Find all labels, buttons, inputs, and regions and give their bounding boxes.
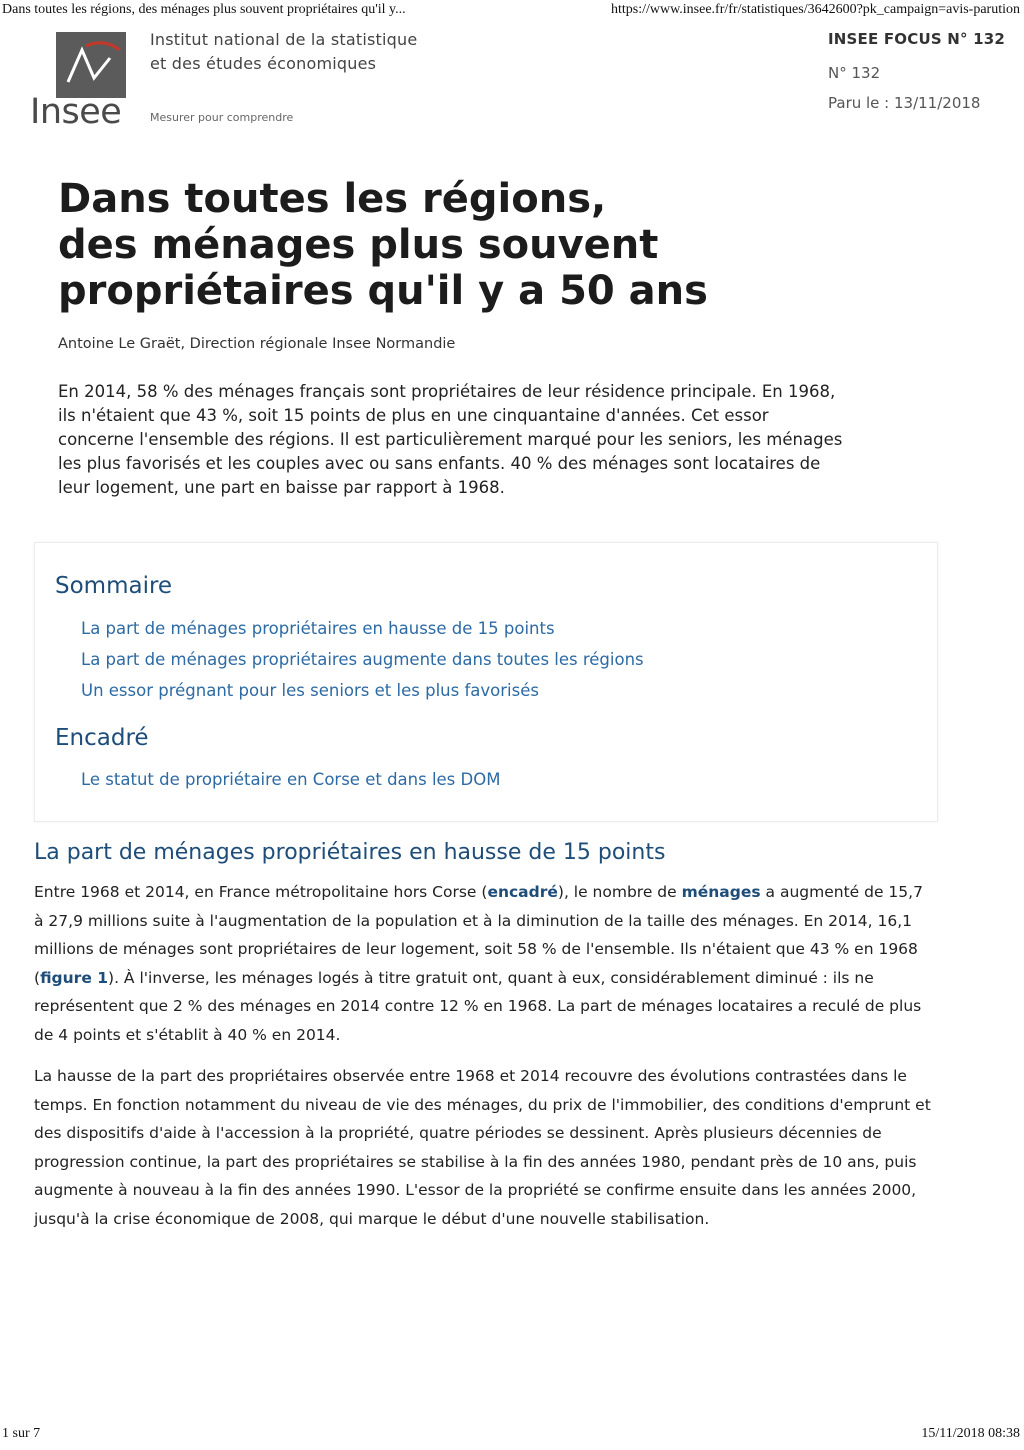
institute-line-2: et des études économiques (150, 54, 377, 73)
encadre-heading: Encadré (55, 725, 149, 751)
print-page-count: 1 sur 7 (2, 1426, 41, 1441)
insee-logo-icon (56, 32, 126, 98)
publication-date: Paru le : 13/11/2018 (828, 94, 981, 112)
summary-link-2[interactable]: La part de ménages propriétaires augmente dans toutes les régions (81, 650, 644, 669)
summary-link-1[interactable]: La part de ménages propriétaires en hausse de 15 points (81, 619, 555, 638)
encadre-inline-link[interactable]: encadré (487, 883, 558, 901)
title-line-2: des ménages plus souvent (58, 222, 659, 268)
section-title: La part de ménages propriétaires en hausse de 15 points (34, 840, 666, 865)
print-datetime: 15/11/2018 08:38 (921, 1426, 1020, 1441)
summary-link-3[interactable]: Un essor prégnant pour les seniors et les plus favorisés (81, 681, 539, 700)
paragraph-1-text-c: a augmenté de 15,7 à 27,9 millions suite à l'augmentation de la population et à la diminution de la taille des ménages. En 2014, 16,1 millions de ménages sont propriétaires de leur logement, soit 58 % de l'ensemble. Ils n'étaient que 43 % en 1968 ( (34, 883, 923, 987)
publication-series: INSEE FOCUS N° 132 (828, 30, 1006, 48)
publication-info (828, 30, 1018, 112)
print-page-title: Dans toutes les régions, des ménages plus souvent propriétaires qu'il y... (2, 2, 406, 17)
lead-paragraph: En 2014, 58 % des ménages français sont propriétaires de leur résidence principale. En 1968, ils n'étaient que 43 %, soit 15 points de plus en une cinquantaine d'années. Cet essor concerne l'ensemble des régions. Il est particulièrement marqué pour les seniors, les ménages les plus favorisés et les couples avec ou sans enfants. 40 % des ménages sont locataires de leur logement, une part en baisse par rapport à 1968. (58, 382, 843, 497)
paragraph-1 (34, 878, 934, 1049)
title-line-1: Dans toutes les régions, (58, 176, 607, 222)
menages-inline-link[interactable]: ménages (681, 883, 761, 901)
summary-box (34, 542, 938, 822)
summary-heading: Sommaire (55, 573, 173, 599)
print-url[interactable]: https://www.insee.fr/fr/statistiques/3642600?pk_campaign=avis-parution (610, 2, 1020, 17)
tagline: Mesurer pour comprendre (150, 111, 294, 124)
paragraph-1-text-d: ). À l'inverse, les ménages logés à titre gratuit ont, quant à eux, considérablement diminué : ils ne représentent que 2 % des ménages en 2014 contre 12 % en 1968. La part de ménages locataires a reculé de plus de 4 points et s'établit à 40 % en 2014. (34, 968, 922, 1044)
title-line-3: propriétaires qu'il y a 50 ans (58, 268, 708, 314)
paragraph-1-text-b: ), le nombre de (557, 883, 682, 901)
print-footer (0, 1426, 1024, 1446)
institute-line-1: Institut national de la statistique (150, 30, 418, 49)
paragraph-2: La hausse de la part des propriétaires observée entre 1968 et 2014 recouvre des évolutions contrastées dans le temps. En fonction notamment du niveau de vie des ménages, du prix de l'immobilier, des conditions d'emprunt et des dispositifs d'aide à l'accession à la propriété, quatre périodes se dessinent. Après plusieurs décennies de progression continue, la part des propriétaires se stabilise à la fin des années 1980, pendant près de 10 ans, puis augmente à nouveau à la fin des années 1990. L'essor de la propriété se confirme ensuite dans les années 2000, jusqu'à la crise économique de 2008, qui marque le début d'une nouvelle stabilisation. (34, 1067, 931, 1228)
insee-logo[interactable] (30, 30, 130, 130)
logo-wordmark: Insee (30, 92, 122, 132)
institute-name (150, 28, 417, 76)
encadre-link-1[interactable]: Le statut de propriétaire en Corse et dans les DOM (81, 770, 501, 789)
publication-number: N° 132 (828, 64, 881, 82)
page-title (58, 176, 818, 314)
author: Antoine Le Graët, Direction régionale Insee Normandie (58, 336, 456, 352)
paragraph-1-text-a: Entre 1968 et 2014, en France métropolitaine hors Corse ( (34, 883, 488, 901)
print-header (0, 2, 1024, 22)
figure-1-inline-link[interactable]: figure 1 (40, 968, 109, 987)
